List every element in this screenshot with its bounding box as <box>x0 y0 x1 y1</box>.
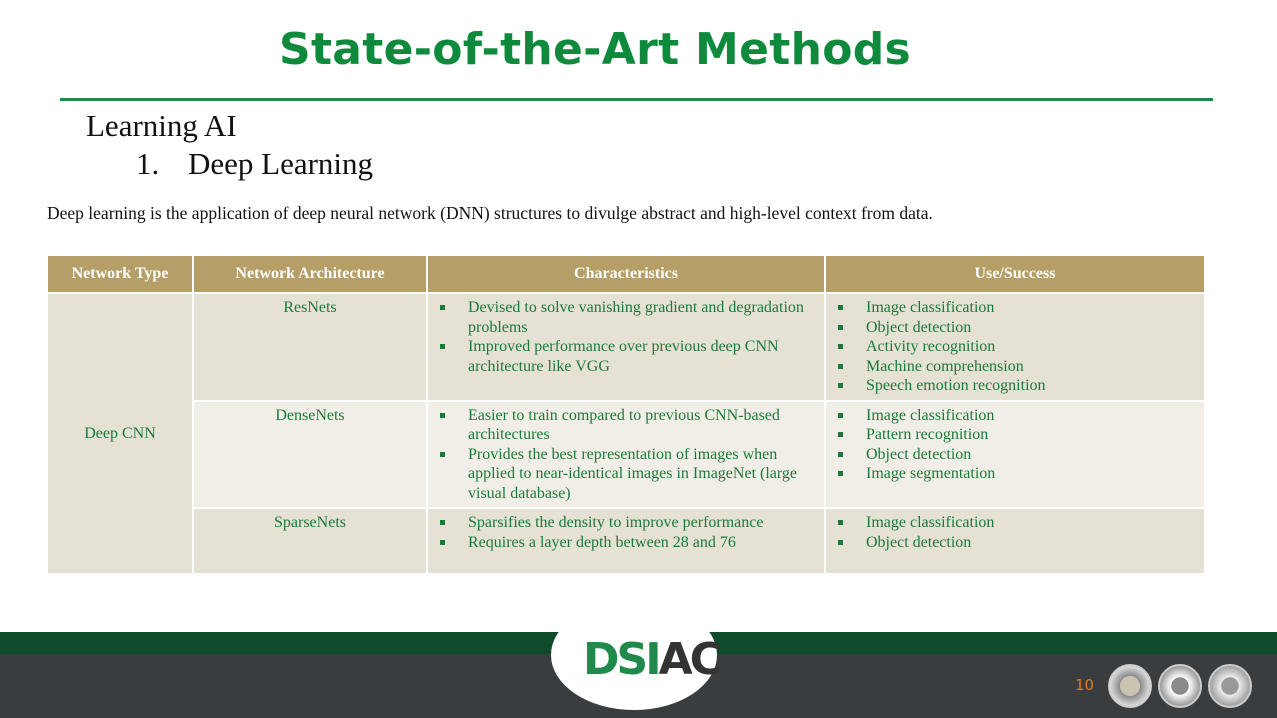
slide-title: State-of-the-Art Methods <box>278 24 912 75</box>
table-header-row <box>47 255 1205 293</box>
list-item: Image segmentation <box>834 464 1196 484</box>
uses-cell <box>825 508 1205 574</box>
list-item: Speech emotion recognition <box>834 376 1196 396</box>
table-row <box>47 401 1205 509</box>
header-characteristics: Characteristics <box>427 255 825 293</box>
list-item: Machine comprehension <box>834 357 1196 377</box>
seal-icon <box>1158 664 1202 708</box>
list-item: Improved performance over previous deep CNN architecture like VGG <box>436 337 816 376</box>
architecture-cell: SparseNets <box>193 508 427 574</box>
header-use-success: Use/Success <box>825 255 1205 293</box>
deep-learning-table <box>46 254 1206 575</box>
list-item: Devised to solve vanishing gradient and degradation problems <box>436 298 816 337</box>
characteristics-cell <box>427 293 825 401</box>
seal-icon <box>1208 664 1252 708</box>
dsiac-logo <box>583 634 719 685</box>
table-row <box>47 508 1205 574</box>
section-heading: Learning AI <box>86 108 237 143</box>
characteristics-cell <box>427 401 825 509</box>
list-item: Object detection <box>834 318 1196 338</box>
list-item: Object detection <box>834 533 1196 553</box>
subsection-heading <box>136 146 373 182</box>
list-item: Requires a layer depth between 28 and 76 <box>436 533 816 553</box>
uses-cell <box>825 293 1205 401</box>
title-divider <box>60 98 1213 101</box>
architecture-cell: DenseNets <box>193 401 427 509</box>
characteristics-cell <box>427 508 825 574</box>
architecture-cell: ResNets <box>193 293 427 401</box>
header-network-architecture: Network Architecture <box>193 255 427 293</box>
list-item: Object detection <box>834 445 1196 465</box>
logo-primary-text: DSI <box>583 634 659 685</box>
table-row <box>47 293 1205 401</box>
subsection-number: 1. <box>136 146 160 181</box>
list-item: Provides the best representation of images when applied to near-identical images in ImageNet (large visual database) <box>436 445 816 504</box>
page-number: 10 <box>1075 676 1095 694</box>
list-item: Image classification <box>834 406 1196 426</box>
seal-icon <box>1108 664 1152 708</box>
intro-text: Deep learning is the application of deep neural network (DNN) structures to divulge abstract and high-level context from data. <box>47 203 933 223</box>
network-type-cell: Deep CNN <box>47 293 193 574</box>
list-item: Image classification <box>834 513 1196 533</box>
subsection-title: Deep Learning <box>188 146 374 181</box>
list-item: Sparsifies the density to improve performance <box>436 513 816 533</box>
list-item: Easier to train compared to previous CNN-based architectures <box>436 406 816 445</box>
list-item: Image classification <box>834 298 1196 318</box>
list-item: Activity recognition <box>834 337 1196 357</box>
list-item: Pattern recognition <box>834 425 1196 445</box>
logo-secondary-text: AC <box>658 634 719 685</box>
uses-cell <box>825 401 1205 509</box>
header-network-type: Network Type <box>47 255 193 293</box>
